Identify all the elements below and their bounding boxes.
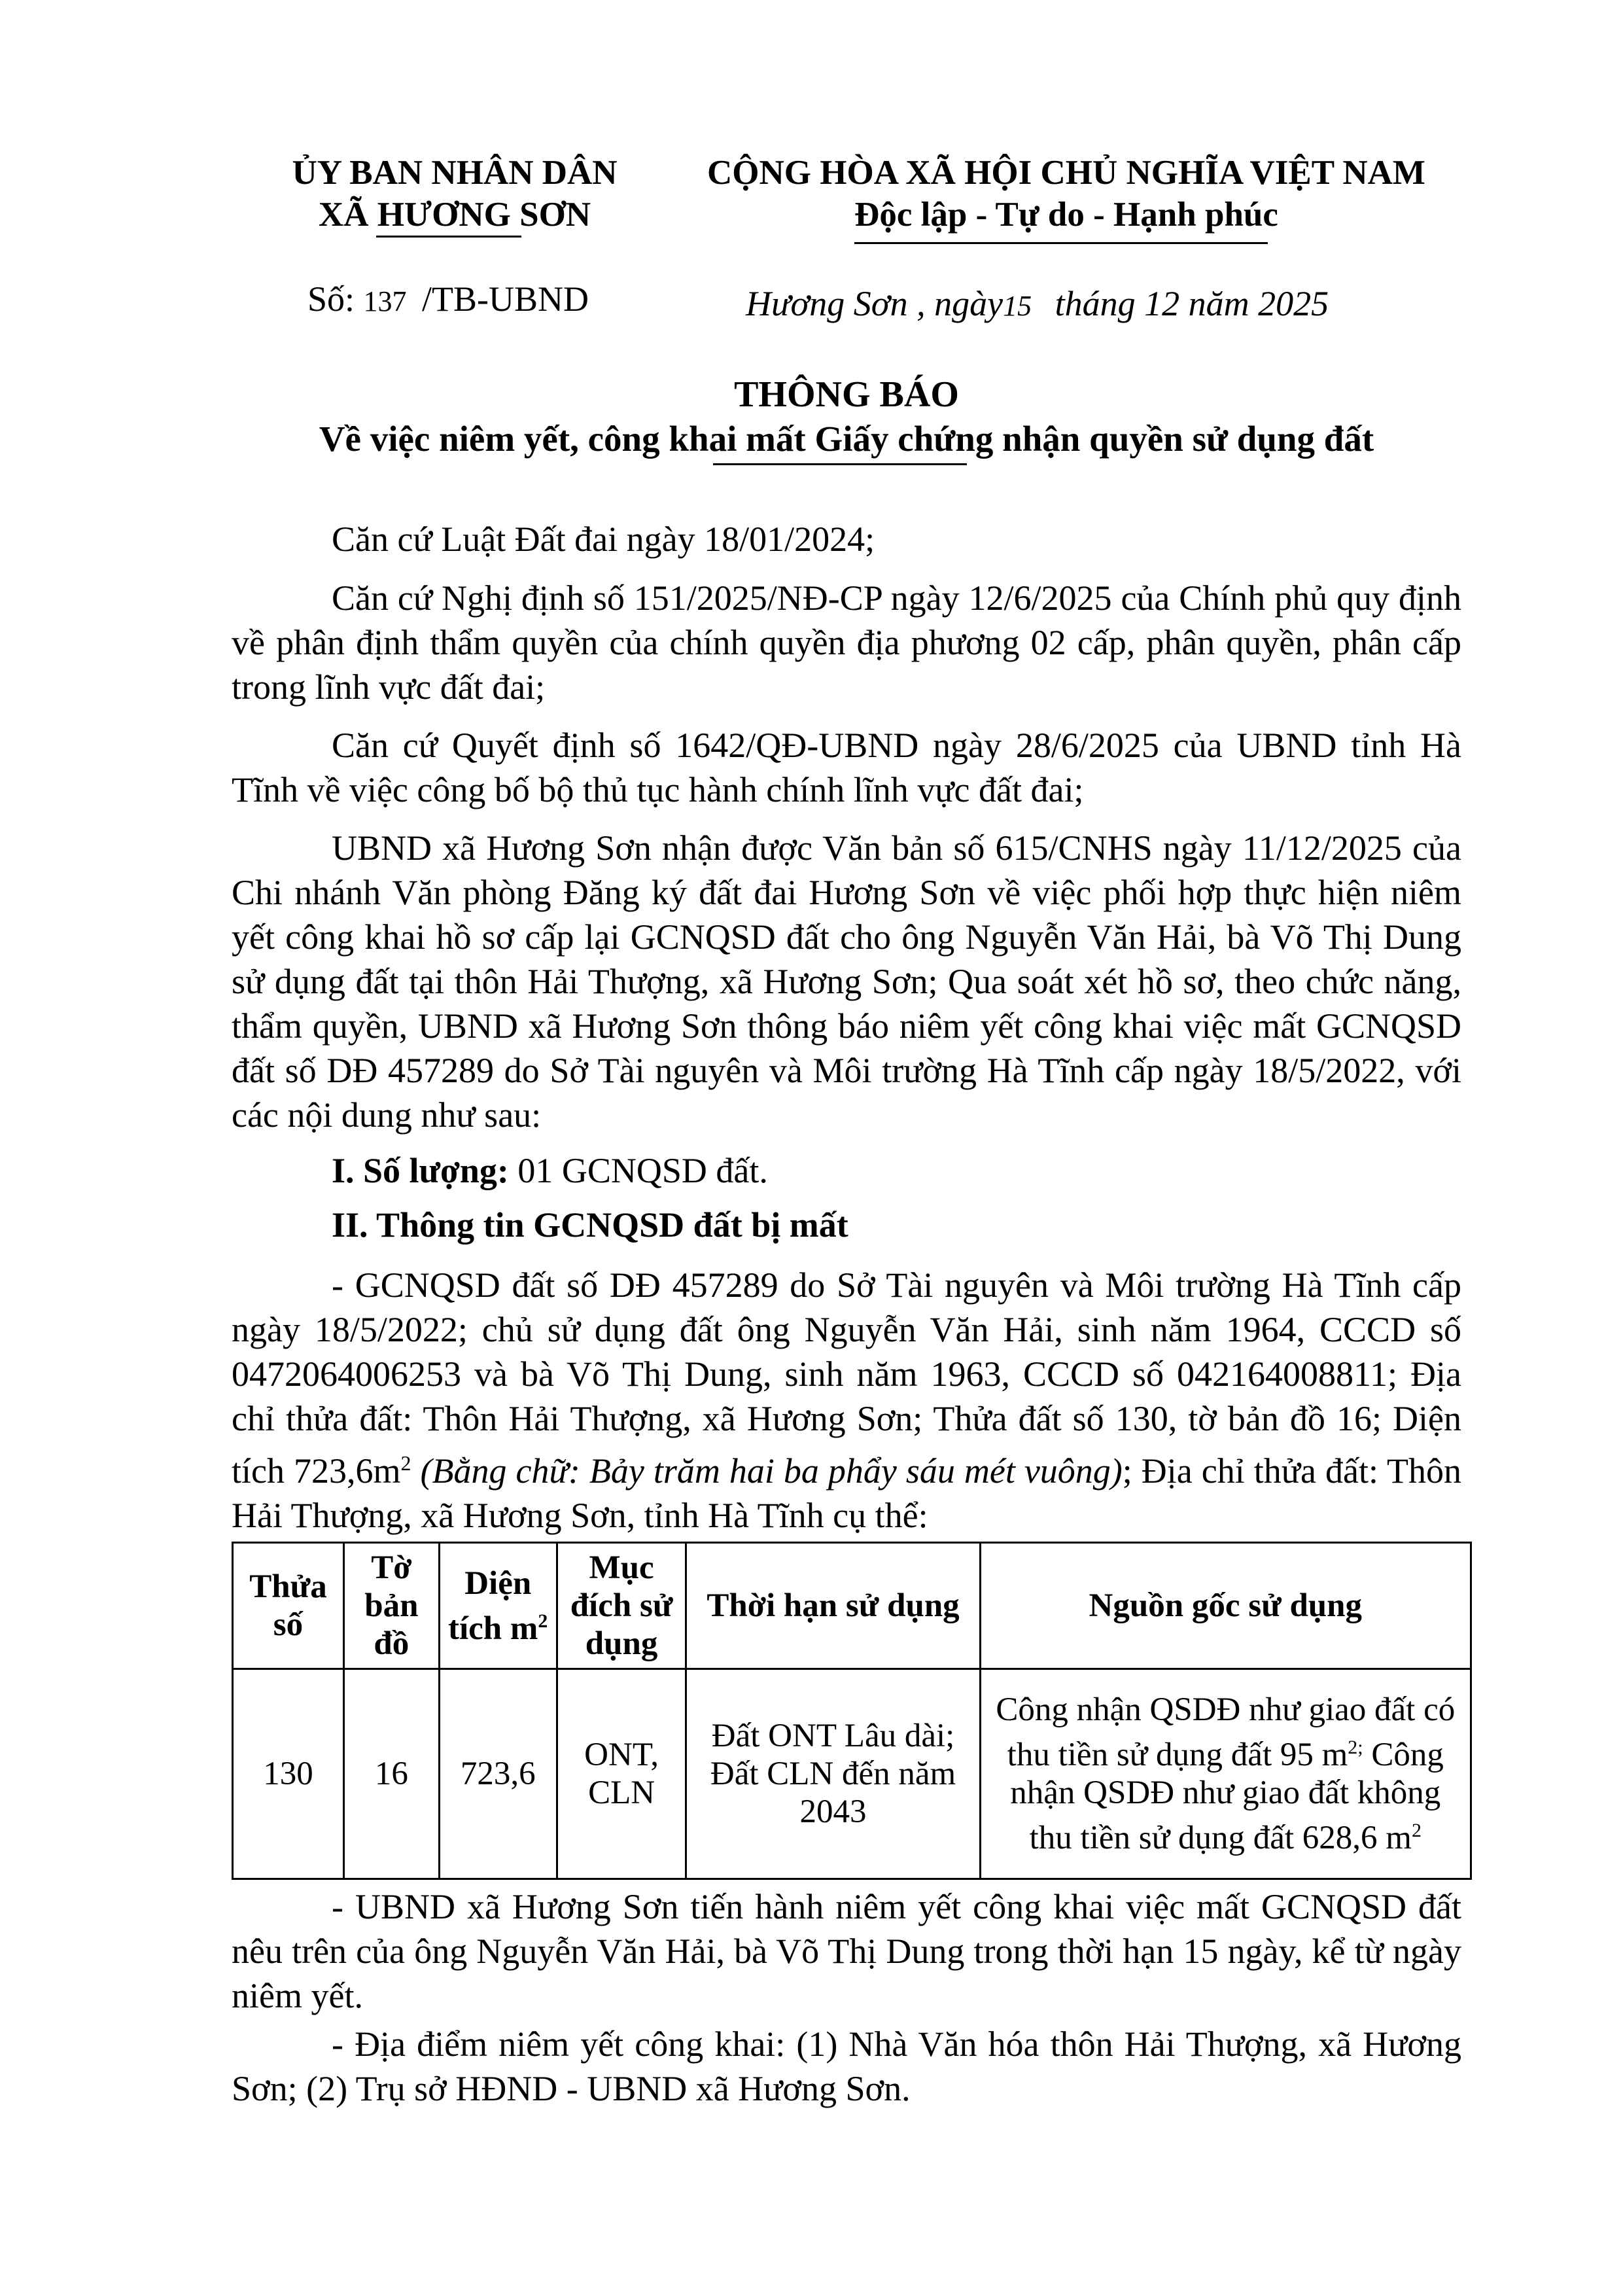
certificate-details-tail: ; Địa chỉ thửa đất: Thôn Hải Thượng, xã Hương Sơn, tỉnh Hà Tĩnh cụ thể: — [232, 1451, 1461, 1535]
motto: Độc lập - Tự do - Hạnh phúc — [854, 196, 1278, 234]
date-place: Hương Sơn , ngày — [746, 284, 1003, 323]
cell-map-sheet: 16 — [343, 1669, 439, 1879]
cell-origin-part1: Công nhận QSDĐ như giao đất có thu tiền sử dụng đất 95 m — [996, 1691, 1456, 1773]
header-term: Thời hạn sử dụng — [686, 1543, 980, 1669]
doc-number-suffix: /TB-UBND — [422, 279, 589, 319]
posting-period: - UBND xã Hương Sơn tiến hành niêm yết công khai việc mất GCNQSD đất nêu trên của ông Nguyễn Văn Hải, bà Võ Thị Dung trong thời hạn 15 ngày, kể từ ngày niêm yết. — [232, 1887, 1461, 2015]
document-title: THÔNG BÁO — [734, 374, 959, 415]
document-number — [307, 278, 648, 323]
area-unit-superscript: 2 — [400, 1451, 411, 1475]
section-quantity — [232, 1148, 1461, 1193]
doc-number-value: 137 — [363, 285, 407, 317]
section-quantity-label: I. Số lượng: — [332, 1151, 509, 1190]
cell-origin-sup2: 2 — [1411, 1820, 1422, 1841]
cell-purpose: ONT, CLN — [557, 1669, 686, 1879]
header-origin: Nguồn gốc sử dụng — [980, 1543, 1471, 1669]
legal-basis-1: Căn cứ Luật Đất đai ngày 18/01/2024; — [332, 520, 875, 559]
area-in-words: (Bằng chữ: Bảy trăm hai ba phẩy sáu mét vuông) — [411, 1451, 1123, 1491]
date-day: 15 — [1003, 290, 1032, 322]
header-area-label: Diện tích m — [448, 1564, 538, 1647]
header-parcel: Thửa số — [233, 1543, 344, 1669]
cell-origin-part2: Công nhận QSDĐ như giao đất không thu tiền sử dụng đất 628,6 m — [1010, 1737, 1444, 1856]
header-area-sup: 2 — [538, 1610, 548, 1632]
land-parcel-table — [232, 1542, 1472, 1880]
title-underline — [713, 463, 967, 465]
agency-underline — [376, 236, 521, 238]
section-quantity-value: 01 GCNQSD đất. — [517, 1151, 768, 1190]
certificate-details — [232, 1263, 1461, 1538]
motto-underline — [854, 242, 1268, 244]
agency-header — [262, 152, 648, 236]
cell-term: Đất ONT Lâu dài; Đất CLN đến năm 2043 — [686, 1669, 980, 1879]
agency-line1: ỦY BAN NHÂN DÂN — [292, 154, 618, 192]
doc-number-prefix: Số: — [307, 279, 355, 319]
header-map-sheet: Tờ bản đồ — [343, 1543, 439, 1669]
header-area — [439, 1543, 557, 1669]
header-purpose: Mục đích sử dụng — [557, 1543, 686, 1669]
table-header-row — [233, 1543, 1471, 1669]
national-motto-header — [674, 152, 1459, 236]
cell-origin-sup1: 2; — [1348, 1737, 1363, 1758]
legal-basis-3: Căn cứ Quyết định số 1642/QĐ-UBND ngày 28/6/2025 của UBND tỉnh Hà Tĩnh về việc công bố bộ thủ tục hành chính lĩnh vực đất đai; — [232, 726, 1461, 809]
cell-area: 723,6 — [439, 1669, 557, 1879]
cell-parcel: 130 — [233, 1669, 344, 1879]
date-rest: tháng 12 năm 2025 — [1055, 284, 1329, 323]
legal-basis-2: Căn cứ Nghị định số 151/2025/NĐ-CP ngày 12/6/2025 của Chính phủ quy định về phân định thẩm quyền của chính quyền địa phương 02 cấp, phân quyền, phân cấp trong lĩnh vực đất đai; — [232, 578, 1461, 707]
cell-origin — [980, 1669, 1471, 1879]
section-lost-certificate-heading: II. Thông tin GCNQSD đất bị mất — [332, 1205, 848, 1245]
document-subtitle: Về việc niêm yết, công khai mất Giấy chứng nhận quyền sử dụng đất — [319, 419, 1374, 459]
date-line — [746, 283, 1478, 327]
table-row — [233, 1669, 1471, 1879]
agency-line2: XÃ HƯƠNG SƠN — [318, 196, 591, 234]
posting-locations: - Địa điểm niêm yết công khai: (1) Nhà Văn hóa thôn Hải Thượng, xã Hương Sơn; (2) Trụ sở HĐND - UBND xã Hương Sơn. — [232, 2024, 1461, 2108]
nation-name: CỘNG HÒA XÃ HỘI CHỦ NGHĨA VIỆT NAM — [707, 154, 1425, 192]
notice-context: UBND xã Hương Sơn nhận được Văn bản số 615/CNHS ngày 11/12/2025 của Chi nhánh Văn phòng Đăng ký đất đai Hương Sơn về việc phối hợp thực hiện niêm yết công khai hồ sơ cấp lại GCNQSD đất cho ông Nguyễn Văn Hải, bà Võ Thị Dung sử dụng đất tại thôn Hải Thượng, xã Hương Sơn; Qua soát xét hồ sơ, theo chức năng, thẩm quyền, UBND xã Hương Sơn thông báo niêm yết công khai việc mất GCNQSD đất số DĐ 457289 do Sở Tài nguyên và Môi trường Hà Tĩnh cấp ngày 18/5/2022, với các nội dung như sau: — [232, 828, 1461, 1135]
certificate-details-text: - GCNQSD đất số DĐ 457289 do Sở Tài nguyên và Môi trường Hà Tĩnh cấp ngày 18/5/2022; chủ sử dụng đất ông Nguyễn Văn Hải, sinh năm 1964, CCCD số 0472064006253 và bà Võ Thị Dung, sinh năm 1963, CCCD số 042164008811; Địa chỉ thửa đất: Thôn Hải Thượng, xã Hương Sơn; Thửa đất số 130, tờ bản đồ 16; Diện tích 723,6m — [232, 1265, 1461, 1491]
